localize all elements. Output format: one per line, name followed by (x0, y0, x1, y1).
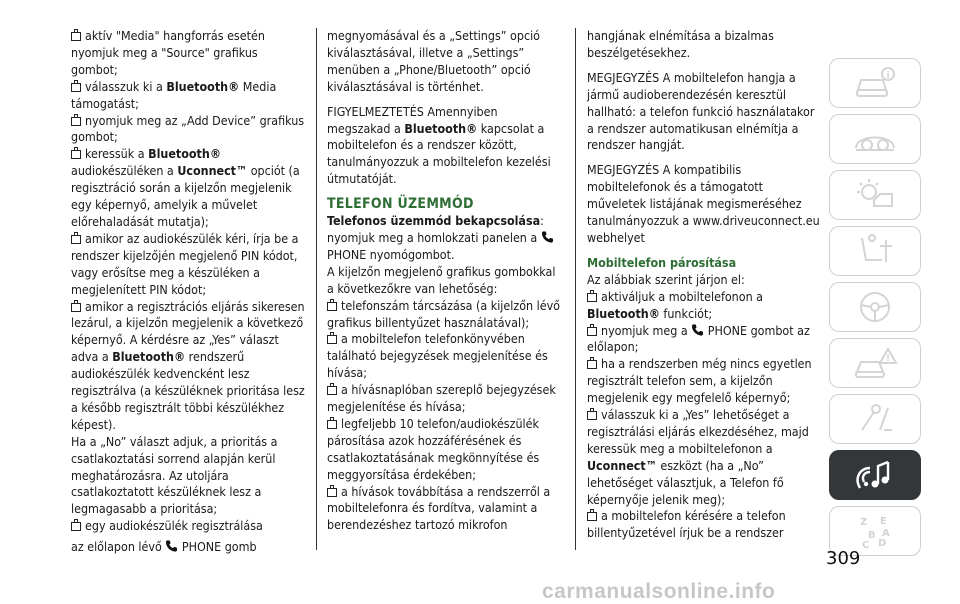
tab-tools[interactable] (829, 394, 921, 444)
list-item: nyomjuk meg az „Add Device” grafikus gombot; (71, 112, 305, 145)
bullet-icon (327, 420, 337, 429)
tab-car-info[interactable] (829, 58, 921, 108)
list-item: keressük a Bluetooth® audiokészüléken a Uconnect™ opciót (a regisztráció során a kijelzőn megjelenik egy képernyő, amelyik a művelet előrehaladását mutatja); (71, 146, 300, 229)
text-column-3 (587, 28, 823, 542)
bullet-icon (71, 117, 81, 126)
dashboard-icon (852, 120, 898, 158)
bullet-icon (327, 488, 337, 497)
list-item: nyomjuk meg a PHONE gombot az előlapon; (587, 322, 810, 355)
paragraph: megnyomásával és a „Settings” opció kiválasztásával, illetve a „Settings” menüben a „Phone/Bluetooth” opció kiválasztásával is történhet. (327, 28, 541, 94)
bullet-icon (71, 150, 81, 159)
bullet-icon (587, 360, 597, 369)
lights-icon (852, 176, 898, 214)
svg-text:A: A (882, 528, 890, 539)
bullet-icon (587, 512, 597, 521)
paragraph: A kijelzőn megjelenő grafikus gombokkal a következőkre van lehetőség: (327, 263, 556, 296)
bullet-icon (327, 302, 337, 311)
chapter-tabs (829, 58, 921, 562)
list-item: amikor a regisztrációs eljárás sikeresen lezárul, a kijelzőn megjelenik a következő képernyő. A kérdésre az „Yes” választ adva a Bluetooth® rendszerű audiokészülék kedvencként lesz regisztrálva (a készüléknek prioritása lesz a később regisztrált többi készülékhez képest). (71, 298, 305, 432)
section-heading: TELEFON ÜZEMMÓD (327, 196, 474, 213)
bullet-icon (71, 303, 81, 312)
svg-text:D: D (878, 538, 887, 549)
tab-dashboard[interactable] (829, 114, 921, 164)
section-heading: Mobiltelefon párosítása (587, 254, 737, 270)
steering-wheel-icon (852, 288, 898, 326)
warning-paragraph: FIGYELMEZTETÉS Amennyiben megszakad a Bluetooth® kapcsolat a mobiltelefon és a rendszer között, tanulmányozzuk a mobiltelefon kezelési útmutatóját. (327, 103, 551, 187)
bullet-icon (327, 335, 337, 344)
list-item: ha a rendszerben még nincs egyetlen regisztrált telefon sem, a kijelzőn megjelenik egy megfelelő képernyő; (587, 356, 812, 406)
list-item: aktiváljuk a mobiltelefonon a Bluetooth® funkciót; (587, 288, 764, 321)
paragraph: hangjának elnémítása a bizalmas beszélgetésekhez. (587, 28, 774, 60)
column-divider (575, 28, 576, 550)
paragraph: az előlapon lévő PHONE gomb (71, 539, 257, 555)
phone-icon (165, 539, 178, 553)
warning-car-icon (852, 344, 898, 382)
page-number: 309 (826, 548, 861, 569)
list-item: a mobiltelefon telefonkönyvében található bejegyzések megjelenítése és hívása; (327, 331, 548, 381)
svg-text:C: C (862, 540, 870, 550)
tab-lights[interactable] (829, 170, 921, 220)
seat-safety-icon (852, 232, 898, 270)
column-divider (316, 28, 317, 550)
list-item: válasszuk ki a „Yes” lehetőséget a regisztrálási eljárás elkezdéséhez, majd keressük meg a mobiltelefonon a Uconnect™ eszközt (ha a „No” lehetőséget választjuk, a Telefon fő képernyője jelenik meg); (587, 407, 809, 507)
paragraph: Ha a „No” választ adjuk, a prioritás a csatlakoztatási sorrend alapján kerül meghatározásra. Az utoljára csatlakoztatott készüléknek lesz a legmagasabb a prioritása; (71, 433, 278, 517)
text-column-2 (327, 28, 564, 534)
bullet-icon (327, 386, 337, 395)
watermark: carmanualsonline.info (542, 580, 776, 603)
list-item: válasszuk ki a Bluetooth® Media támogatást; (71, 78, 277, 111)
list-item: legfeljebb 10 telefon/audiokészülék párosítása azok hozzáférésének és csatlakoztatásának megkönnyítése és meggyorsítása érdekében; (327, 415, 540, 482)
svg-text:Z: Z (860, 517, 868, 528)
paragraph: nyomjuk meg a homlokzati panelen a PHONE nyomógombot. (327, 230, 564, 264)
car-info-icon (852, 64, 898, 102)
multimedia-icon (852, 456, 898, 494)
note-paragraph: MEGJEGYZÉS A kompatibilis mobiltelefonok és a támogatott műveletek listájának megismeréséhez tanulmányozzuk a www.driveuconnect.eu webhelyet (587, 162, 820, 245)
tab-warning-car[interactable] (829, 338, 921, 388)
bullet-icon (587, 293, 597, 302)
bullet-icon (71, 32, 81, 41)
bullet-icon (587, 327, 597, 336)
text-column-1 (71, 28, 307, 556)
list-item: aktív "Media" hangforrás esetén nyomjuk meg a "Source" grafikus gombot; (71, 28, 265, 77)
list-item: egy audiokészülék regisztrálása (71, 518, 307, 535)
list-item: a mobiltelefon kérésére a telefon billentyűzetével írjuk be a rendszer (587, 508, 786, 541)
bullet-icon (587, 411, 597, 420)
svg-text:B: B (868, 530, 876, 541)
tools-icon (852, 400, 898, 438)
svg-text:i: i (886, 71, 890, 81)
paragraph: Az alábbiak szerint járjon el: (587, 271, 745, 287)
list-item: a hívásnaplóban szereplő bejegyzések megjelenítése és hívása; (327, 382, 556, 415)
subheading: Telefonos üzemmód bekapcsolása: (327, 213, 544, 229)
tab-steering-wheel[interactable] (829, 282, 921, 332)
bullet-icon (71, 83, 81, 92)
list-item: a hívások továbbítása a rendszerről a mobiltelefonra és fordítva, valamint a berendezéshez tartozó mikrofon (327, 483, 551, 533)
svg-text:!: ! (885, 354, 891, 364)
note-paragraph: MEGJEGYZÉS A mobiltelefon hangja a jármű audioberendezésén keresztül hallható: a telefon funkció használatakor a rendszer automatikusan elnémítja a rendszer hangját. (587, 69, 815, 153)
bullet-icon (71, 522, 81, 531)
tab-multimedia[interactable] (829, 450, 921, 500)
bullet-icon (71, 235, 81, 244)
phone-icon (541, 230, 554, 244)
tab-seat-safety[interactable] (829, 226, 921, 276)
list-item: telefonszám tárcsázása (a kijelzőn lévő grafikus billentyűzet használatával); (327, 297, 560, 330)
phone-icon (691, 323, 704, 337)
list-item: amikor az audiokészülék kéri, írja be a rendszer kijelzőjén megjelenő PIN kódot, vagy erősítse meg a készüléken a megjelenített PIN kódot; (71, 230, 299, 297)
svg-text:E: E (880, 516, 887, 527)
index-icon (852, 512, 898, 550)
